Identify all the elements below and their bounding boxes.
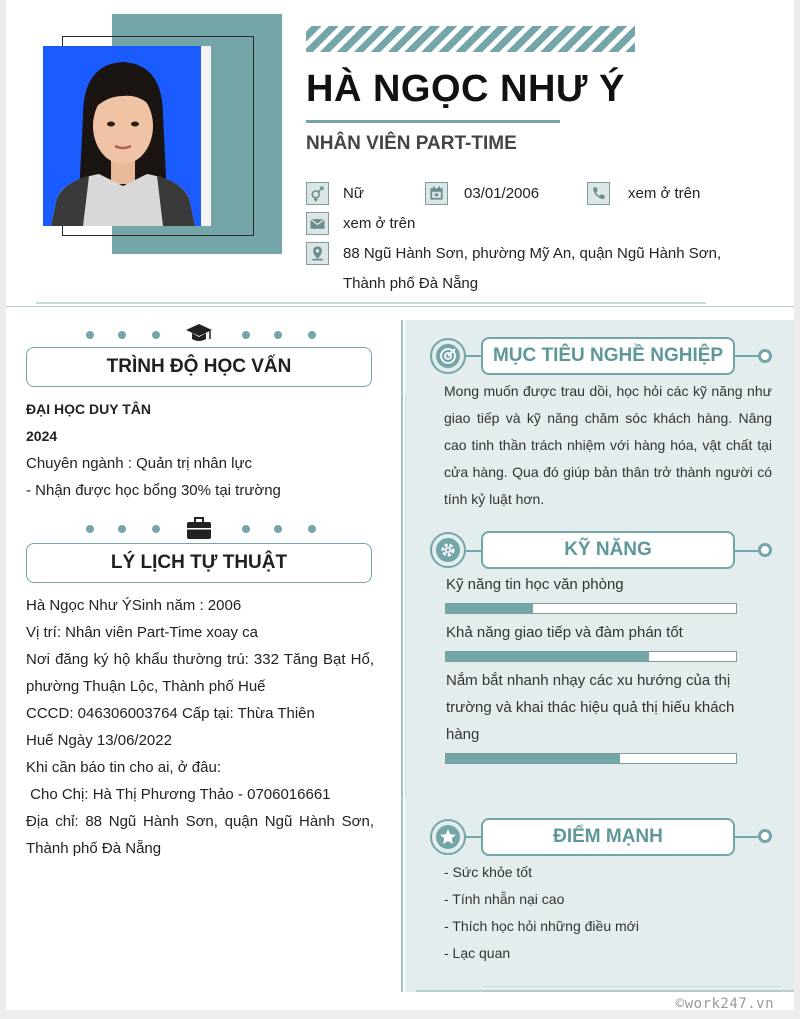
objective-badge [430,338,466,374]
column-divider [401,320,403,992]
address-value: 88 Ngũ Hành Sơn, phường Mỹ An, quận Ngũ Hành Sơn, Thành phố Đà Nẵng [343,245,722,292]
bio-line: Địa chỉ: 88 Ngũ Hành Sơn, quận Ngũ Hành Sơn, Thành phố Đà Nẵng [26,813,374,857]
profile-photo [43,46,211,226]
skill-bar [445,651,737,662]
education-school: ĐẠI HỌC DUY TÂN [26,401,151,417]
strengths-badge [430,819,466,855]
strength-item: - Lạc quan [444,945,511,961]
cv-page [6,0,794,1010]
objective-knob [758,349,772,363]
objective-text: Mong muốn được trau dồi, học hỏi các kỹ năng như giao tiếp và kỹ năng chăm sóc khách hàng. Nâng cao tinh thần trách nhiệm với hàng hóa, vật chất tại cửa hàng. Qua đó giúp bản thân trở thành người có tính kỷ luật hơn. [444,383,772,507]
bio-line: Cho Chị: Hà Thị Phương Thảo - 0706016661 [26,786,331,803]
skills-heading: KỸ NĂNG [481,531,735,569]
bio-line: Vị trí: Nhân viên Part-Time xoay ca [26,624,259,641]
education-heading: TRÌNH ĐỘ HỌC VẤN [26,347,372,387]
target-icon [436,344,460,368]
gender-value: Nữ [343,185,364,202]
skill-label: Nắm bắt nhanh nhạy các xu hướng của thị trường và khai thác hiệu quả thị hiếu khách hàng [446,672,735,743]
column-divider-inner [405,396,406,796]
header-divider-accent [36,302,706,304]
name-underline [306,120,560,123]
graduation-cap-icon [184,320,214,348]
skill-label: Kỹ năng tin học văn phòng [446,576,624,593]
bio-dots [86,514,316,544]
watermark: ©work247.vn [675,996,774,1012]
education-note: - Nhận được học bổng 30% tại trường [26,482,281,499]
phone-icon [587,182,610,205]
bio-line: Nơi đăng ký hộ khẩu thường trú: 332 Tăng Bạt Hổ, phường Thuận Lộc, Thành phố Huế [26,651,374,695]
strength-item: - Thích học hỏi những điều mới [444,918,639,934]
star-icon [436,825,460,849]
phone-value: xem ở trên [628,185,701,202]
candidate-name: HÀ NGỌC NHƯ Ý [306,68,625,110]
bio-line: Hà Ngọc Như ÝSinh năm : 2006 [26,597,242,614]
bottom-divider-accent [482,986,782,987]
bio-heading: LÝ LỊCH TỰ THUẬT [26,543,372,583]
education-major: Chuyên ngành : Quản trị nhân lực [26,455,253,472]
bottom-divider [416,990,794,992]
skill-label: Khả năng giao tiếp và đàm phán tốt [446,624,683,641]
bio-line: Khi cần báo tin cho ai, ở đâu: [26,759,221,776]
skill-bar-fill [446,754,620,763]
gender-icon [306,182,329,205]
strengths-knob [758,829,772,843]
education-dots [86,320,316,350]
strength-item: - Tính nhẫn nại cao [444,891,565,907]
header-divider [6,306,794,307]
skills-knob [758,543,772,557]
briefcase-icon [184,514,214,542]
portrait-image [43,46,211,226]
skills-badge [430,532,466,568]
objective-heading: MỤC TIÊU NGHỀ NGHIỆP [481,337,735,375]
email-value: xem ở trên [343,215,416,232]
email-icon [306,212,329,235]
strength-item: - Sức khỏe tốt [444,864,532,880]
strengths-heading: ĐIỂM MẠNH [481,818,735,856]
location-icon [306,242,329,265]
skill-bar [445,603,737,614]
calendar-icon [425,182,448,205]
birthday-value: 03/01/2006 [464,185,540,202]
gear-icon [436,538,460,562]
decorative-stripes [306,26,635,52]
skill-bar-fill [446,652,649,661]
bio-line: CCCD: 046306003764 Cấp tại: Thừa Thiên Huế Ngày 13/06/2022 [26,705,315,749]
skill-bar [445,753,737,764]
skill-bar-fill [446,604,533,613]
job-title: NHÂN VIÊN PART-TIME [306,133,517,154]
education-year: 2024 [26,428,58,444]
